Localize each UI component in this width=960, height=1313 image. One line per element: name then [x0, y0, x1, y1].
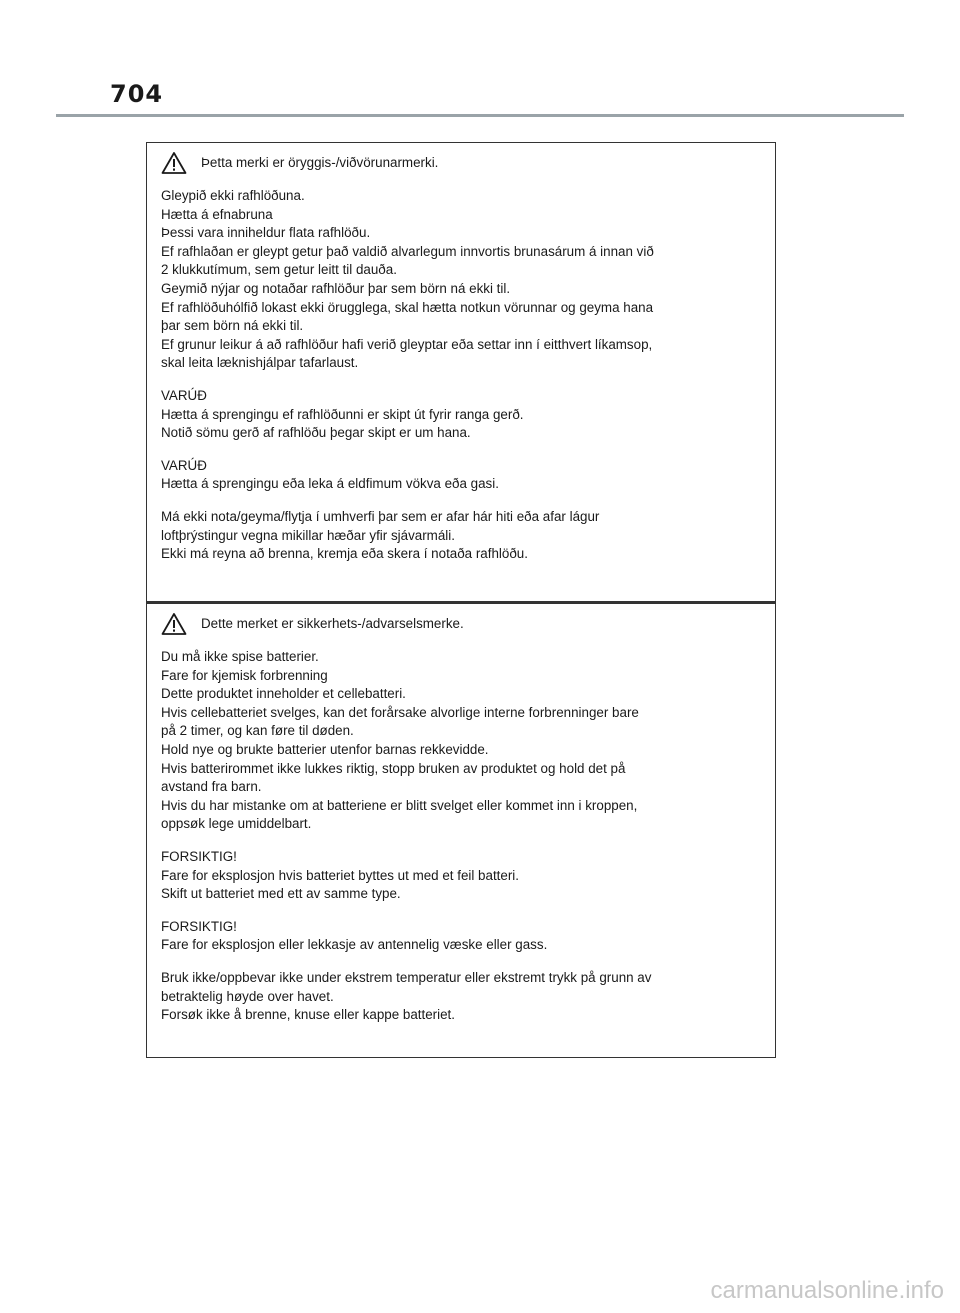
text-line: Ekki má reyna að brenna, kremja eða skera í notaða rafhlöðu. [161, 546, 528, 562]
text-line: Fare for eksplosjon eller lekkasje av antennelig væske eller gass. [161, 937, 548, 953]
text-line: Ef rafhlaðan er gleypt getur það valdið alvarlegum innvortis brunasárum á innan við [161, 243, 654, 259]
text-line: Du må ikke spise batterier. [161, 649, 319, 664]
text-line: Gleypið ekki rafhlöðuna. [161, 188, 305, 203]
warning-paragraph [161, 969, 761, 1025]
text-line: Hold nye og brukte batterier utenfor barnas rekkevidde. [161, 741, 489, 757]
text-line: Skift ut batteriet med ett av samme type. [161, 886, 401, 902]
warning-paragraph [161, 848, 761, 904]
warning-box-icelandic [146, 142, 776, 602]
warning-header [161, 612, 761, 636]
text-line: Þessi vara inniheldur flata rafhlöðu. [161, 225, 371, 241]
text-line: VARÚÐ [161, 457, 207, 473]
text-line: VARÚÐ [161, 387, 207, 403]
warning-body [161, 648, 761, 1025]
warning-header [161, 151, 761, 175]
warning-triangle-icon [161, 151, 187, 175]
text-line: Hætta á efnabruna [161, 206, 273, 222]
text-line: Bruk ikke/oppbevar ikke under ekstrem temperatur eller ekstremt trykk på grunn av [161, 969, 652, 985]
warning-header-text: Dette merket er sikkerhets-/advarselsmerke. [201, 615, 464, 631]
text-line: Ef rafhlöðuhólfið lokast ekki örugglega, skal hætta notkun vörunnar og geyma hana [161, 299, 654, 315]
text-line: Má ekki nota/geyma/flytja í umhverfi þar sem er afar hár hiti eða afar lágur [161, 508, 600, 524]
text-line: avstand fra barn. [161, 779, 262, 795]
text-line: Dette produktet inneholder et cellebatteri. [161, 686, 406, 702]
text-line: Hvis du har mistanke om at batteriene er blitt svelget eller kommet inn i kroppen, [161, 797, 638, 813]
text-line: betraktelig høyde over havet. [161, 988, 334, 1004]
text-line: på 2 timer, og kan føre til døden. [161, 723, 354, 739]
text-line: Fare for eksplosjon hvis batteriet byttes ut med et feil batteri. [161, 867, 519, 883]
text-line: 2 klukkutímum, sem getur leitt til dauða. [161, 262, 397, 278]
warning-header-text: Þetta merki er öryggis-/viðvörunarmerki. [201, 154, 439, 170]
text-line: oppsøk lege umiddelbart. [161, 816, 312, 832]
header-rule [56, 114, 904, 117]
warning-paragraph [161, 457, 761, 494]
text-line: Hætta á sprengingu ef rafhlöðunni er skipt út fyrir ranga gerð. [161, 406, 524, 422]
warning-paragraph [161, 387, 761, 443]
text-line: þar sem börn ná ekki til. [161, 318, 304, 334]
text-line: Forsøk ikke å brenne, knuse eller kappe batteriet. [161, 1007, 455, 1023]
warning-paragraph [161, 187, 761, 373]
text-line: Geymið nýjar og notaðar rafhlöður þar sem börn ná ekki til. [161, 280, 511, 296]
warning-body [161, 187, 761, 564]
page-number: 704 [110, 80, 164, 108]
text-line: Notið sömu gerð af rafhlöðu þegar skipt er um hana. [161, 425, 471, 441]
warning-box-norwegian [146, 602, 776, 1058]
text-line: Ef grunur leikur á að rafhlöður hafi verið gleyptar eða settar inn í eitthvert líkamsop, [161, 336, 653, 352]
text-line: Hvis batterirommet ikke lukkes riktig, stopp bruken av produktet og hold det på [161, 760, 626, 776]
warning-paragraph [161, 918, 761, 955]
warning-triangle-icon [161, 612, 187, 636]
text-line: skal leita læknishjálpar tafarlaust. [161, 355, 359, 371]
watermark: carmanualsonline.info [710, 1277, 944, 1304]
text-line: Hvis cellebatteriet svelges, kan det forårsake alvorlige interne forbrenninger bare [161, 704, 639, 720]
text-line: loftþrýstingur vegna mikillar hæðar yfir sjávarmáli. [161, 527, 455, 543]
text-line: FORSIKTIG! [161, 848, 237, 864]
warning-paragraph [161, 648, 761, 834]
text-line: Fare for kjemisk forbrenning [161, 667, 328, 683]
text-line: FORSIKTIG! [161, 918, 237, 934]
warning-paragraph [161, 508, 761, 564]
text-line: Hætta á sprengingu eða leka á eldfimum vökva eða gasi. [161, 476, 499, 492]
